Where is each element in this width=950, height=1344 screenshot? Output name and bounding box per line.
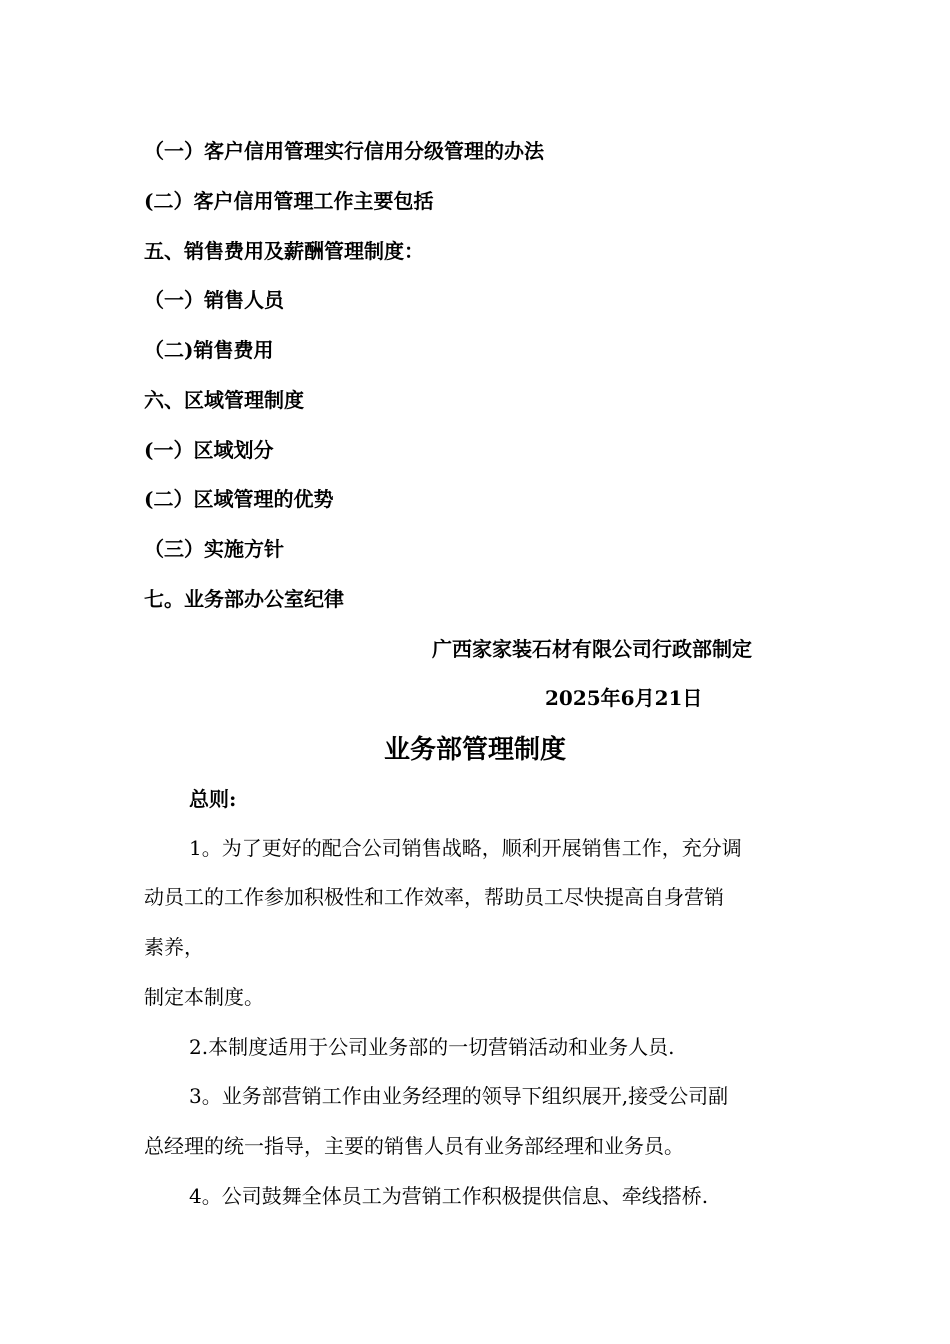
outline-item-1: （一）客户信用管理实行信用分级管理的办法 — [144, 139, 544, 163]
doc-title: 业务部管理制度 — [383, 735, 566, 765]
outline-item-8: (二）区域管理的优势 — [144, 487, 334, 511]
paragraph-1-line-3: 素养， — [144, 935, 204, 959]
outline-item-7: (一）区域划分 — [144, 438, 274, 462]
outline-item-2: (二）客户信用管理工作主要包括 — [144, 189, 434, 213]
outline-item-3: 五、销售费用及薪酬管理制度： — [144, 239, 424, 263]
paragraph-2: 2.本制度适用于公司业务部的一切营销活动和业务人员. — [189, 1035, 675, 1059]
signature-date: 2025年6月21日 — [545, 686, 703, 710]
paragraph-1-line-4: 制定本制度。 — [144, 985, 264, 1009]
outline-item-5: （二)销售费用 — [144, 338, 274, 362]
outline-item-9: （三）实施方针 — [144, 537, 284, 561]
outline-item-6: 六、区域管理制度 — [144, 388, 304, 412]
paragraph-4: 4。公司鼓舞全体员工为营销工作积极提供信息、牵线搭桥. — [189, 1184, 709, 1208]
paragraph-1-line-1: 1。为了更好的配合公司销售战略，顺利开展销售工作，充分调 — [189, 836, 742, 860]
paragraph-1-line-2: 动员工的工作参加积极性和工作效率，帮助员工尽快提高自身营销 — [144, 885, 724, 909]
general-heading: 总则: — [189, 787, 237, 811]
outline-item-4: （一）销售人员 — [144, 288, 284, 312]
outline-item-10: 七。业务部办公室纪律 — [144, 587, 344, 611]
paragraph-3-line-1: 3。业务部营销工作由业务经理的领导下组织展开,接受公司副 — [189, 1084, 729, 1108]
paragraph-3-line-2: 总经理的统一指导，主要的销售人员有业务部经理和业务员。 — [144, 1134, 684, 1158]
signature-org: 广西家家装石材有限公司行政部制定 — [432, 637, 752, 661]
